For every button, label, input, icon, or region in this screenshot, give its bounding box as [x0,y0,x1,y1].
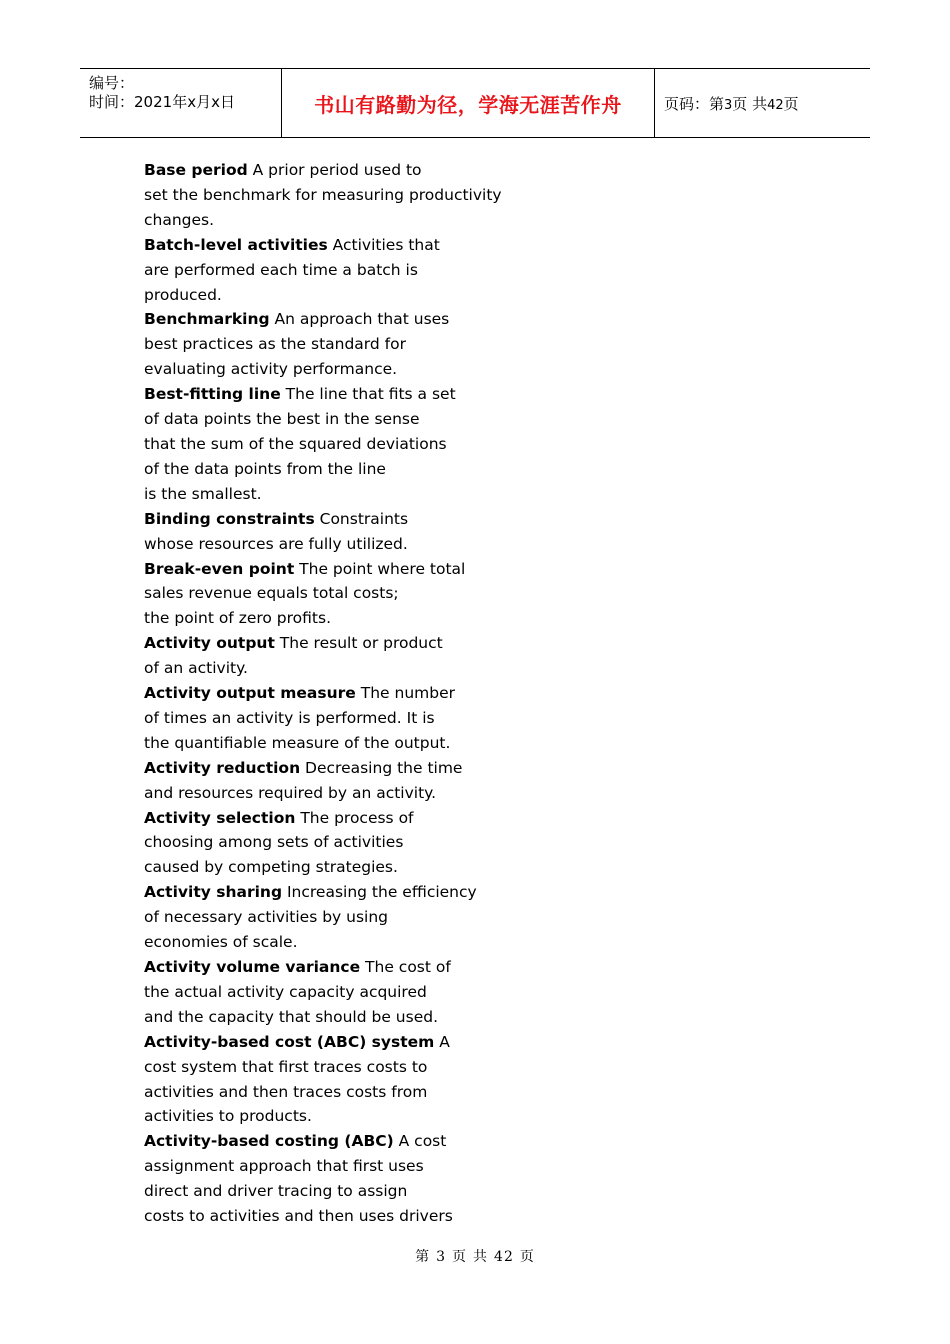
entry-line [144,507,564,532]
entry-line [144,606,564,631]
glossary-body [144,158,564,1229]
entry-line [144,581,564,606]
entry-line [144,407,564,432]
definition-text: The point where total [294,559,466,578]
entry-line [144,307,564,332]
glossary-term: Activity-based cost (ABC) system [144,1032,435,1051]
entry-line [144,1179,564,1204]
entry-line [144,557,564,582]
time-line [89,91,235,112]
glossary-entry [144,507,564,557]
glossary-entry [144,880,564,955]
definition-text: are performed each time a batch is [144,260,418,279]
definition-text: The number [355,684,455,703]
serial-label: 编号： [89,74,135,92]
entry-line [144,382,564,407]
definition-text: the actual activity capacity acquired [144,982,427,1001]
footer-mid2: 共 [473,1249,489,1265]
definition-text: that the sum of the squared deviations [144,434,447,453]
definition-text: choosing among sets of activities [144,833,404,852]
definition-text: costs to activities and then uses drivers [144,1207,453,1226]
entry-line [144,830,564,855]
page-current: 3 [724,97,733,113]
glossary-entry [144,1129,564,1229]
definition-text: and resources required by an activity. [144,783,437,802]
definition-text: of an activity. [144,659,248,678]
glossary-term: Best-fitting line [144,385,281,404]
entry-line [144,955,564,980]
glossary-entry [144,307,564,382]
definition-text: the quantifiable measure of the output. [144,733,451,752]
definition-text: The cost of [360,958,451,976]
entry-line [144,432,564,457]
entry-line [144,930,564,955]
page-header [80,68,870,138]
glossary-term: Activity-based costing (ABC) [144,1132,394,1151]
page-end: 页 [783,94,799,113]
glossary-term: Activity selection [144,808,296,827]
entry-line [144,1104,564,1129]
entry-line [144,233,564,258]
header-meta [80,69,282,137]
definition-text: of the data points from the line [144,459,386,478]
definition-text: set the benchmark for measuring productivity [144,185,502,204]
entry-line [144,1154,564,1179]
definition-text: is the smallest. [144,484,262,503]
entry-line [144,1005,564,1030]
entry-line [144,183,564,208]
definition-text: caused by competing strategies. [144,858,398,877]
entry-line [144,1080,564,1105]
footer-current: 3 [436,1249,447,1265]
definition-text: activities to products. [144,1107,312,1126]
definition-text: A prior period used to [247,161,422,179]
definition-text: changes. [144,210,215,229]
definition-text: Constraints [314,509,409,528]
entry-line [144,332,564,357]
definition-text: An approach that uses [269,310,450,329]
definition-text: and the capacity that should be used. [144,1007,439,1026]
glossary-entry [144,1030,564,1130]
motto: 书山有路勤为径，学海无涯苦作舟 [314,92,622,117]
entry-line [144,880,564,905]
entry-line [144,781,564,806]
entry-line [144,1030,564,1055]
entry-line [144,1204,564,1229]
footer-total: 42 [494,1249,514,1265]
glossary-entry [144,806,564,881]
entry-line [144,756,564,781]
date-value: 2021年x月x日 [134,93,235,111]
page-number-info [664,93,799,114]
definition-text: sales revenue equals total costs; [144,584,399,603]
entry-line [144,532,564,557]
definition-text: direct and driver tracing to assign [144,1182,408,1201]
entry-line [144,1055,564,1080]
glossary-term: Binding constraints [144,509,315,528]
definition-text: of times an activity is performed. It is [144,708,435,727]
entry-line [144,706,564,731]
glossary-term: Activity output [144,634,275,653]
entry-line [144,482,564,507]
definition-text: whose resources are fully utilized. [144,534,408,553]
definition-text: The process of [295,808,414,827]
entry-line [144,855,564,880]
entry-line [144,731,564,756]
definition-text: economies of scale. [144,933,298,952]
definition-text: the point of zero profits. [144,609,331,628]
entry-line [144,631,564,656]
definition-text: A cost [393,1132,447,1151]
definition-text: Increasing the efficiency [282,883,477,902]
glossary-term: Batch-level activities [144,235,328,254]
header-page-cell [655,69,870,137]
definition-text: best practices as the standard for [144,335,406,354]
definition-text: assignment approach that first uses [144,1157,424,1176]
glossary-term: Activity reduction [144,758,301,777]
glossary-entry [144,681,564,756]
entry-line [144,283,564,308]
glossary-term: Base period [144,161,248,179]
page-footer [0,1246,950,1266]
definition-text: The line that fits a set [280,385,456,404]
time-label: 时间： [89,93,135,111]
footer-mid1: 页 [452,1249,468,1265]
page-label: 页码：第 [664,94,725,113]
entry-line [144,681,564,706]
glossary-entry [144,955,564,1030]
entry-line [144,457,564,482]
definition-text: Decreasing the time [300,758,463,777]
entry-line [144,806,564,831]
entry-line [144,905,564,930]
header-motto-cell [282,69,655,137]
footer-prefix: 第 [415,1249,431,1265]
glossary-term: Benchmarking [144,310,270,329]
entry-line [144,258,564,283]
entry-line [144,656,564,681]
definition-text: activities and then traces costs from [144,1082,428,1101]
glossary-term: Activity volume variance [144,958,361,976]
glossary-entry [144,557,564,632]
entry-line [144,1129,564,1154]
glossary-term: Activity sharing [144,883,283,902]
glossary-entry [144,631,564,681]
definition-text: cost system that first traces costs to [144,1057,428,1076]
glossary-entry [144,233,564,308]
entry-line [144,980,564,1005]
definition-text: A [434,1032,450,1051]
definition-text: of data points the best in the sense [144,410,420,429]
page-mid: 页 共 [732,94,768,113]
glossary-entry [144,756,564,806]
entry-line [144,357,564,382]
footer-suffix: 页 [519,1249,535,1265]
definition-text: of necessary activities by using [144,908,389,927]
glossary-term: Activity output measure [144,684,356,703]
page-total: 42 [767,97,784,113]
definition-text: Activities that [327,235,440,254]
entry-line [144,208,564,233]
definition-text: evaluating activity performance. [144,360,398,379]
definition-text: produced. [144,285,222,304]
glossary-entry [144,158,564,233]
glossary-entry [144,382,564,507]
glossary-term: Break-even point [144,559,295,578]
entry-line [144,158,564,183]
definition-text: The result or product [274,634,443,653]
